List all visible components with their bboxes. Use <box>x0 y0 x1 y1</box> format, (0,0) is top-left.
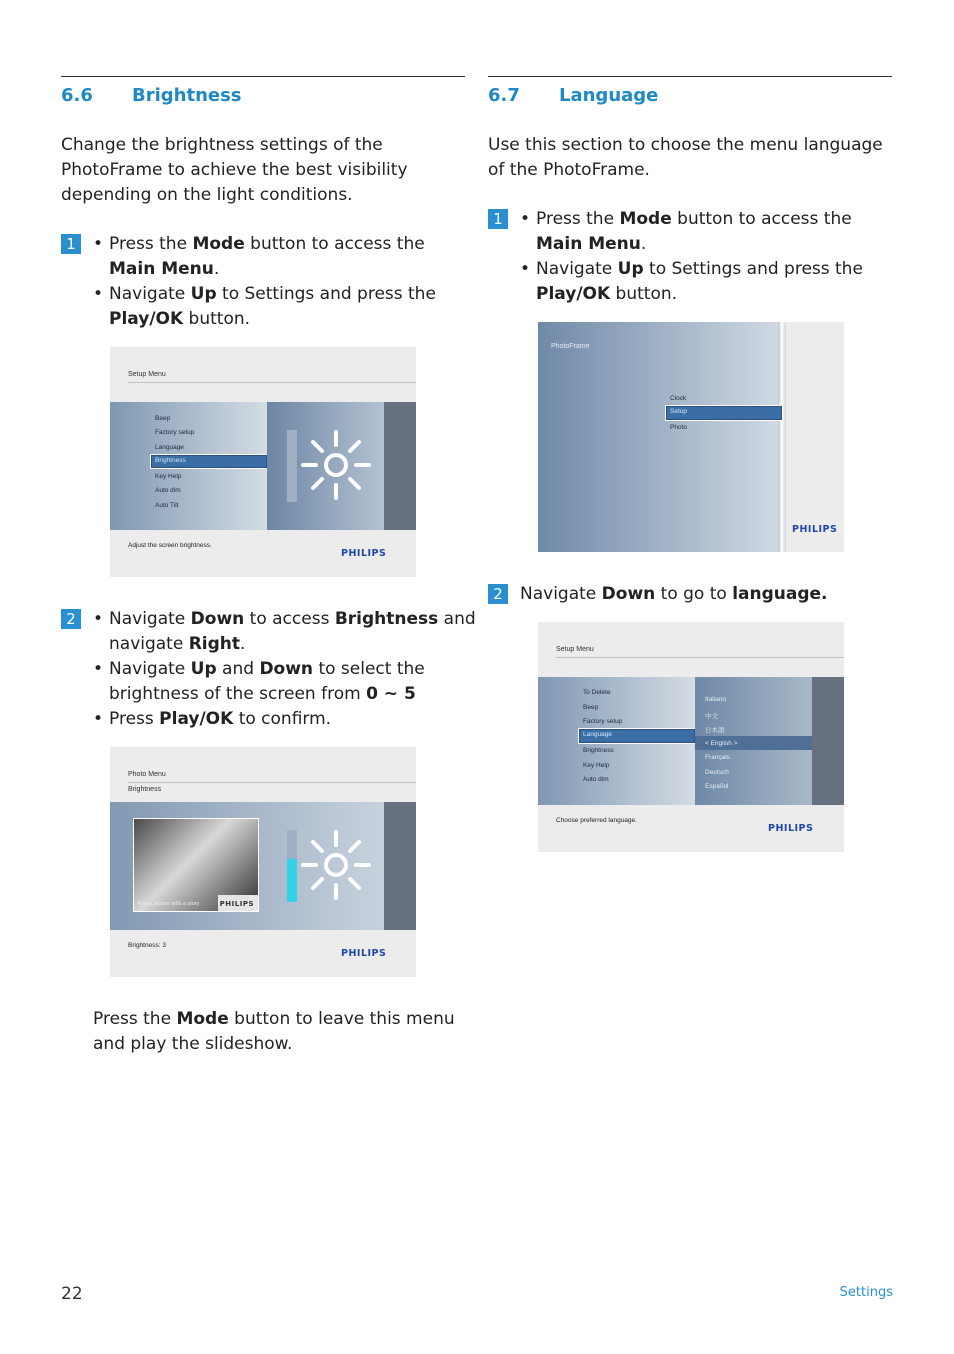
philips-logo: PHILIPS <box>768 823 814 834</box>
menu-item: Key Help <box>583 762 610 769</box>
section-title: Language <box>559 85 659 106</box>
step-1 <box>488 207 892 307</box>
menu-item-selected: Language <box>578 728 696 744</box>
sun-icon <box>303 832 369 898</box>
photo-preview <box>133 818 259 912</box>
menu-panel <box>110 402 267 530</box>
intro-paragraph: Use this section to choose the menu language of the PhotoFrame. <box>488 135 883 180</box>
bullet: • Navigate Down to access Brightness and navigate Right. <box>109 607 513 657</box>
menu-panel <box>538 677 695 805</box>
page-number: 22 <box>61 1284 83 1304</box>
philips-logo: PHILIPS <box>792 524 838 535</box>
language-list <box>695 677 812 805</box>
screen-title: Setup Menu <box>556 646 594 653</box>
language-option: Français <box>705 754 730 761</box>
menu-item: Factory setup <box>155 429 195 436</box>
section-language <box>488 76 892 307</box>
menu-item: Key Help <box>155 473 182 480</box>
photo-caption: Every picture tells a story <box>138 901 200 907</box>
section-rule <box>488 76 892 77</box>
bullet: • Press the Mode button to access the Main Menu. <box>536 207 892 257</box>
screen-hint: Brightness: 3 <box>128 942 166 949</box>
intro-paragraph: Change the brightness settings of the PhotoFrame to achieve the best visibility depending on the light conditions. <box>61 135 408 205</box>
screenshot-language-menu <box>538 622 844 852</box>
menu-item: Brightness <box>583 747 614 754</box>
meter-fill <box>287 859 297 902</box>
step-badge: 1 <box>488 209 508 229</box>
step-badge: 1 <box>61 234 81 254</box>
step-2: 2 Navigate Down to go to language. <box>488 582 924 607</box>
screenshot-brightness-adjust <box>110 747 416 977</box>
language-option: Italiano <box>705 696 726 703</box>
section-number: 6.7 <box>488 85 520 106</box>
menu-item: Factory setup <box>583 718 623 725</box>
brightness-level-meter <box>267 802 384 930</box>
language-option: Deutsch <box>705 769 729 776</box>
menu-item-selected: Setup <box>665 405 783 421</box>
screen-hint: Choose preferred language. <box>556 817 637 824</box>
screenshot-setup-menu <box>110 347 416 577</box>
outro-paragraph: Press the Mode button to leave this menu and play the slideshow. <box>93 1009 455 1054</box>
bullet: • Press the Mode button to access the Main Menu. <box>109 232 465 282</box>
preview-panel <box>110 802 384 930</box>
screen-title: Photo Menu <box>128 771 166 778</box>
menu-item: Photo <box>670 424 687 431</box>
philips-logo: PHILIPS <box>341 548 387 559</box>
section-title: Brightness <box>132 85 242 106</box>
language-option: Español <box>705 783 729 790</box>
language-option-selected: < English > <box>705 740 738 747</box>
screen-subtitle: Brightness <box>128 786 162 793</box>
step-badge: 2 <box>61 609 81 629</box>
menu-item: Beep <box>155 415 171 422</box>
menu-item: Auto dim <box>583 776 609 783</box>
section-name: Settings <box>839 1285 893 1300</box>
screen-hint: Adjust the screen brightness. <box>128 542 212 549</box>
step-badge: 2 <box>488 584 508 604</box>
bullet: • Navigate Up and Down to select the brightness of the screen from 0 ~ 5 <box>109 657 513 707</box>
section-number: 6.6 <box>61 85 93 106</box>
menu-item: Clock <box>670 395 687 402</box>
philips-logo: PHILIPS <box>341 948 387 959</box>
menu-item: Auto Tilt <box>155 502 179 509</box>
bullet: • Navigate Up to Settings and press the Play/OK button. <box>109 282 465 332</box>
screen-title: PhotoFrame <box>551 343 590 350</box>
brightness-sun-icon <box>267 402 384 530</box>
menu-item: Auto dim <box>155 487 181 494</box>
section-rule <box>61 76 465 77</box>
section-heading <box>61 85 465 109</box>
bullet: • Navigate Up to Settings and press the Play/OK button. <box>536 257 892 307</box>
step-1 <box>61 232 465 332</box>
step-2 <box>61 607 513 732</box>
menu-item: To Delete <box>583 689 611 696</box>
photo-brand: PHILIPS <box>219 900 254 908</box>
menu-item-selected: Brightness <box>150 454 268 469</box>
screen-title: Setup Menu <box>128 371 166 378</box>
section-heading <box>488 85 892 109</box>
bullet: • Press Play/OK to confirm. <box>109 707 513 732</box>
language-option: 中文 <box>705 713 718 720</box>
menu-item: Language <box>155 444 184 451</box>
menu-item: Beep <box>583 704 599 711</box>
screenshot-main-menu <box>538 322 844 552</box>
language-option: 日本語 <box>705 727 725 734</box>
section-brightness <box>61 76 465 332</box>
brightness-panel <box>267 402 384 530</box>
